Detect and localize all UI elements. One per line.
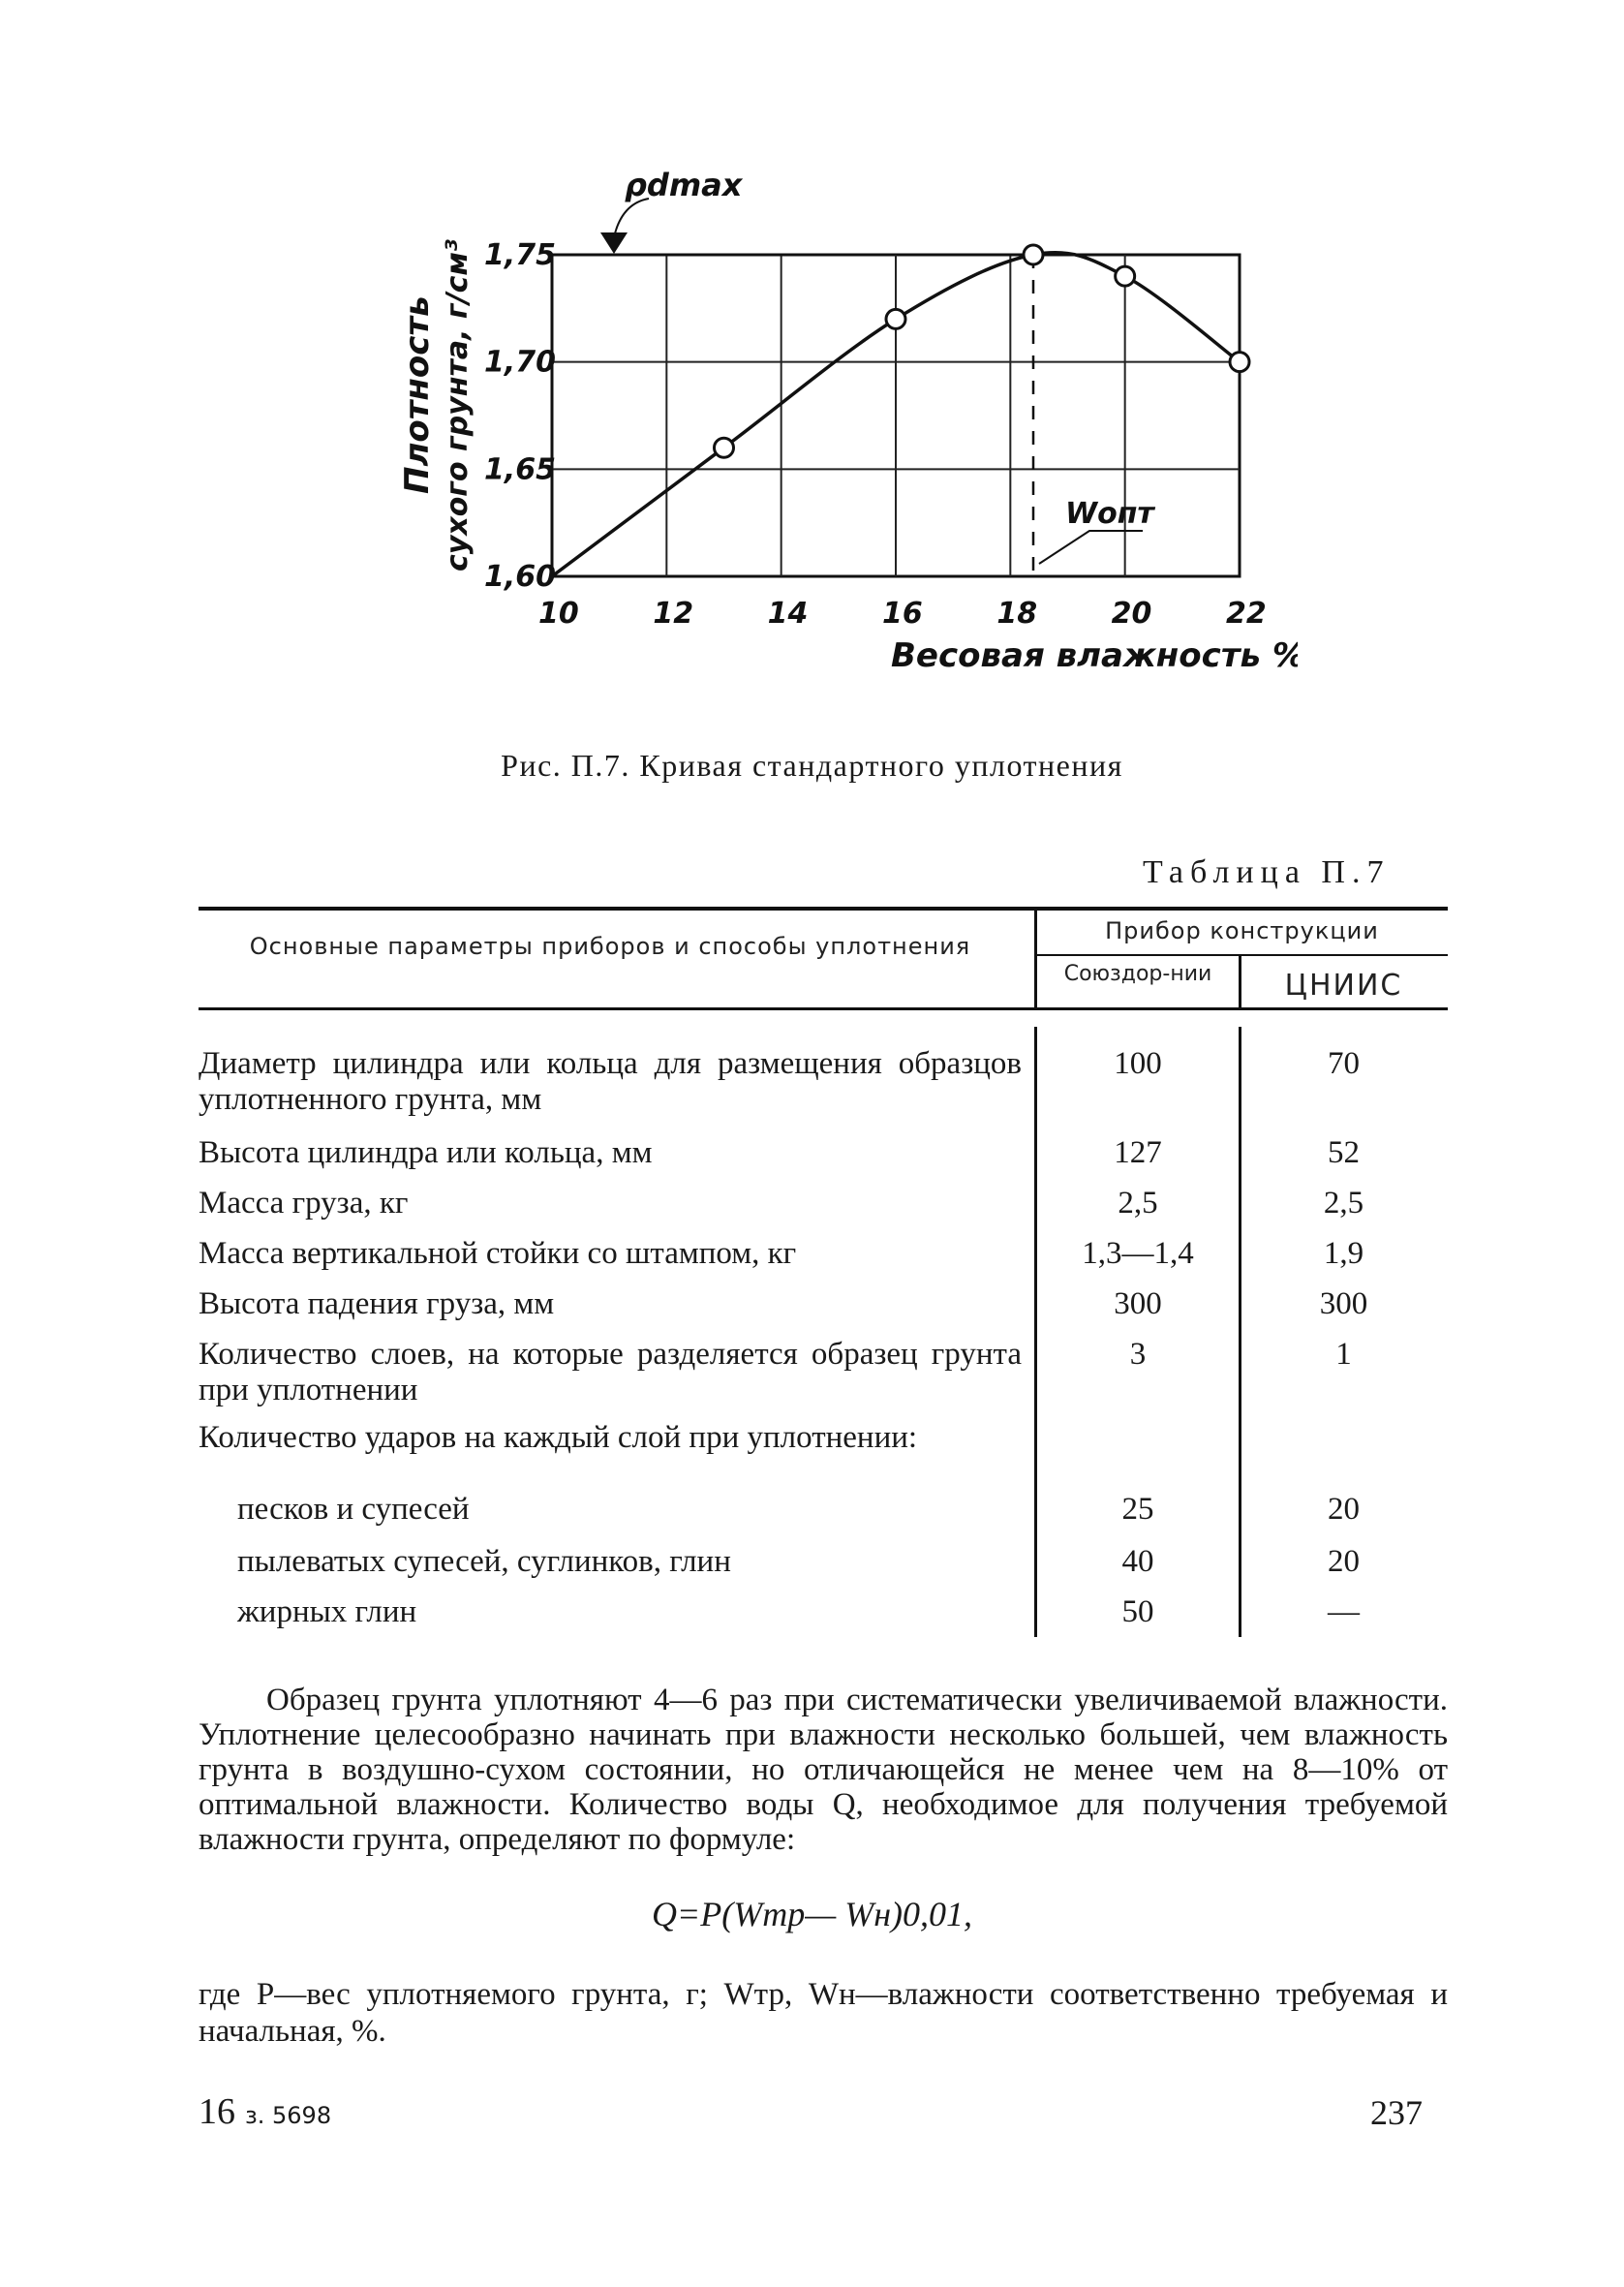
row-value-tsniis: 20: [1328, 1492, 1360, 1527]
header-params: Основные параметры приборов и способы уплотнения: [249, 933, 971, 960]
row-value-tsniis: 20: [1328, 1544, 1360, 1579]
x-tick-label: 22: [1226, 597, 1267, 631]
table-title: Таблица П.7: [1143, 854, 1391, 890]
pd-max-leader: [614, 199, 649, 237]
y-tick-label: 1,75: [484, 238, 557, 272]
chart-svg: [368, 145, 1298, 688]
row-value-soyuzdornii: 25: [1121, 1492, 1154, 1527]
w-opt-leader: [1039, 531, 1143, 564]
data-point: [1024, 245, 1043, 264]
row-value-tsniis: 1: [1335, 1337, 1352, 1372]
y-axis-label-line2: сухого грунта, г/см³: [441, 238, 475, 572]
row-value-soyuzdornii: 127: [1114, 1135, 1162, 1170]
page-number: 237: [1370, 2093, 1423, 2132]
formula-legend: где P—вес уплотняемого грунта, г; Wтр, Wн—влажности соответственно требуемая и начальная, %.: [199, 1977, 1448, 2049]
table-header-rule: [199, 1007, 1448, 1010]
row-name: пылеватых супесей, суглинков, глин: [237, 1544, 731, 1579]
x-tick-label: 12: [653, 597, 694, 631]
data-point: [1230, 353, 1249, 372]
signature-number: 16: [199, 2091, 235, 2132]
x-axis-label: Весовая влажность %: [891, 636, 1298, 675]
data-point: [715, 438, 734, 457]
row-name: Масса груза, кг: [199, 1186, 409, 1221]
row-value-tsniis: 52: [1328, 1135, 1360, 1170]
x-tick-label: 18: [996, 597, 1038, 631]
w-opt-label: Wопт: [1065, 497, 1154, 531]
printer-signature: [199, 2090, 331, 2133]
y-tick-label: 1,70: [484, 345, 557, 380]
data-point: [1116, 266, 1135, 286]
table-subheader-rule: [1036, 954, 1448, 956]
row-value-tsniis: 70: [1328, 1046, 1360, 1081]
row-value-soyuzdornii: 2,5: [1118, 1186, 1158, 1221]
row-value-tsniis: —: [1328, 1594, 1360, 1629]
row-value-soyuzdornii: 3: [1129, 1337, 1147, 1372]
row-value-tsniis: 300: [1319, 1286, 1368, 1321]
row-value-soyuzdornii: 40: [1121, 1544, 1154, 1579]
y-tick-label: 1,65: [484, 452, 557, 487]
x-tick-label: 16: [882, 597, 923, 631]
row-value-soyuzdornii: 50: [1121, 1594, 1154, 1629]
header-tsniis: ЦНИИС: [1284, 969, 1403, 1003]
row-name: жирных глин: [237, 1594, 417, 1629]
row-name: Диаметр цилиндра или кольца для размещения образцов уплотненного грунта, мм: [199, 1046, 1022, 1117]
body-paragraph: Образец грунта уплотняют 4—6 раз при систематически увеличиваемой влажности. Уплотнение целесообразно начинать при влажности несколько большей, чем влажность грунта в воздушно-сухом состоянии, но отличающейся не менее чем на 8—10% от оптимальной влажности. Количество воды Q, необходимое для получения требуемой влажности грунта, определяют по формуле:: [199, 1683, 1448, 1857]
x-tick-label: 10: [538, 597, 579, 631]
data-point: [886, 309, 905, 328]
chart-ticks: [484, 238, 1267, 631]
pd-max-label: ρdmax: [625, 167, 743, 203]
x-tick-label: 20: [1111, 597, 1152, 631]
row-value-soyuzdornii: 300: [1114, 1286, 1162, 1321]
order-number: з. 5698: [245, 2102, 332, 2129]
row-value-soyuzdornii: 100: [1114, 1046, 1162, 1081]
y-tick-label: 1,60: [484, 560, 557, 594]
y-axis-label-line1: Плотность: [398, 295, 437, 494]
row-name: песков и супесей: [237, 1492, 470, 1527]
row-value-tsniis: 2,5: [1323, 1186, 1364, 1221]
row-name: Высота падения груза, мм: [199, 1286, 555, 1321]
header-device: Прибор конструкции: [1105, 917, 1379, 944]
table-top-rule: [199, 907, 1448, 911]
row-value-soyuzdornii: 1,3—1,4: [1082, 1236, 1194, 1271]
row-name: Масса вертикальной стойки со штампом, кг: [199, 1236, 797, 1271]
header-soyuzdornii: Союздор-нии: [1063, 962, 1212, 986]
formula: Q=P(Wтр— Wн)0,01,: [651, 1895, 973, 1933]
row-name: Высота цилиндра или кольца, мм: [199, 1135, 653, 1170]
row-name: Количество ударов на каждый слой при уплотнении:: [199, 1420, 918, 1455]
compaction-chart: [368, 145, 1298, 688]
figure-caption: Рис. П.7. Кривая стандартного уплотнения: [501, 748, 1123, 783]
row-value-tsniis: 1,9: [1323, 1236, 1364, 1271]
row-name: Количество слоев, на которые разделяется образец грунта при уплотнении: [199, 1337, 1022, 1407]
x-tick-label: 14: [767, 597, 809, 631]
